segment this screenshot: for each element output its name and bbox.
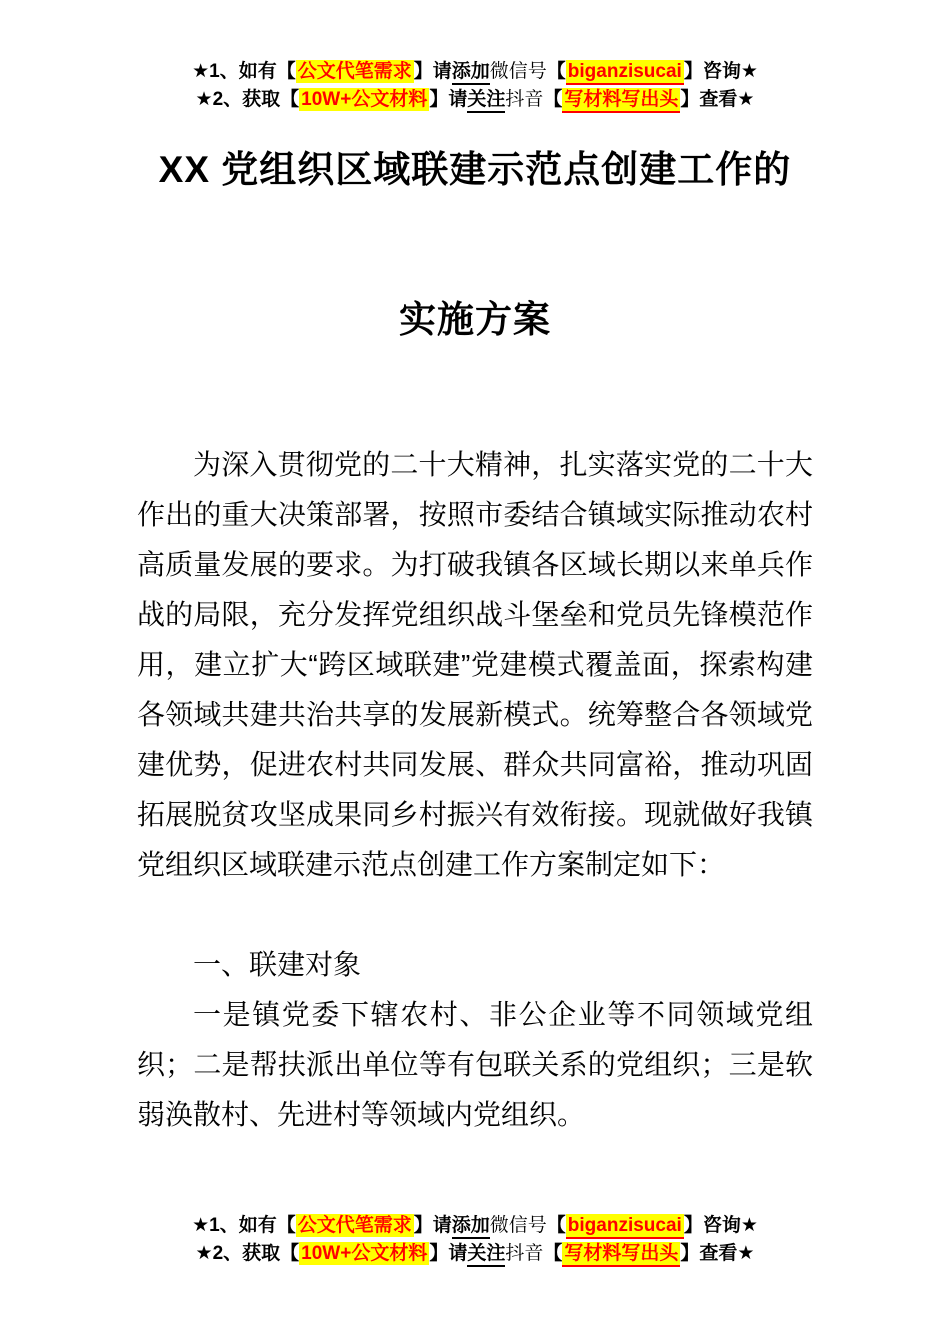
promo-text: 【 bbox=[543, 89, 563, 110]
promo-header-line-2 bbox=[0, 86, 950, 114]
promo-highlight-materials: 10W+公文材料 bbox=[301, 1243, 428, 1264]
promo-footer-line-1 bbox=[0, 1212, 950, 1240]
promo-underlined-follow: 关注 bbox=[467, 1243, 505, 1267]
promo-text: 】咨询★ bbox=[683, 1215, 758, 1236]
section-heading-1: 一、联建对象 bbox=[193, 949, 362, 980]
promo-text: 【 bbox=[543, 1243, 563, 1264]
promo-text: 】查看★ bbox=[680, 89, 755, 110]
promo-wechat-id: biganzisucai bbox=[566, 60, 684, 85]
promo-text-wechat: 微信号 bbox=[489, 61, 547, 82]
promo-text: 】请 bbox=[429, 1243, 468, 1264]
promo-text: ★1、如有【 bbox=[192, 61, 296, 82]
promo-text: 【 bbox=[546, 61, 566, 82]
promo-header-line-1 bbox=[0, 58, 950, 86]
promo-text: 】请 bbox=[413, 61, 452, 82]
promo-text: ★1、如有【 bbox=[192, 1215, 296, 1236]
promo-highlight-materials: 10W+公文材料 bbox=[301, 89, 428, 110]
promo-text: 】咨询★ bbox=[683, 61, 758, 82]
promo-header bbox=[0, 0, 950, 114]
blank-line bbox=[137, 890, 813, 940]
promo-highlight-service: 公文代笔需求 bbox=[297, 1215, 412, 1236]
paragraph-targets: 一是镇党委下辖农村、非公企业等不同领域党组织；二是帮扶派出单位等有包联关系的党组织；三是软弱涣散村、先进村等领域内党组织。 bbox=[137, 999, 813, 1130]
promo-text: 】请 bbox=[429, 89, 468, 110]
promo-underlined-follow: 关注 bbox=[467, 89, 505, 113]
document-body bbox=[137, 440, 813, 1140]
promo-underlined-add: 添加 bbox=[452, 61, 490, 85]
promo-text: ★2、获取【 bbox=[195, 89, 300, 110]
promo-douyin-id: 写材料写出头 bbox=[562, 88, 680, 113]
promo-douyin-id: 写材料写出头 bbox=[562, 1242, 680, 1267]
promo-text: ★2、获取【 bbox=[195, 1243, 300, 1264]
promo-text: 【 bbox=[546, 1215, 566, 1236]
promo-text: 】请 bbox=[413, 1215, 452, 1236]
promo-text: 】查看★ bbox=[680, 1243, 755, 1264]
promo-highlight-service: 公文代笔需求 bbox=[297, 61, 412, 82]
promo-text-douyin: 抖音 bbox=[505, 89, 544, 110]
promo-text-douyin: 抖音 bbox=[505, 1243, 544, 1264]
document-title-line1: XX 党组织区域联建示范点创建工作的 bbox=[158, 149, 792, 190]
promo-wechat-id: biganzisucai bbox=[566, 1214, 684, 1239]
promo-footer-line-2 bbox=[0, 1240, 950, 1268]
document-title-line2: 实施方案 bbox=[399, 299, 551, 340]
promo-underlined-add: 添加 bbox=[452, 1215, 490, 1239]
promo-footer bbox=[0, 1212, 950, 1268]
promo-text-wechat: 微信号 bbox=[489, 1215, 547, 1236]
paragraph-intro: 为深入贯彻党的二十大精神，扎实落实党的二十大作出的重大决策部署，按照市委结合镇域实际推动农村高质量发展的要求。为打破我镇各区域长期以来单兵作战的局限，充分发挥党组织战斗堡垒和党员先锋模范作用，建立扩大“跨区域联建”党建模式覆盖面，探索构建各领域共建共治共享的发展新模式。统筹整合各领域党建优势，促进农村共同发展、群众共同富裕，推动巩固拓展脱贫攻坚成果同乡村振兴有效衔接。现就做好我镇党组织区域联建示范点创建工作方案制定如下： bbox=[137, 449, 813, 880]
